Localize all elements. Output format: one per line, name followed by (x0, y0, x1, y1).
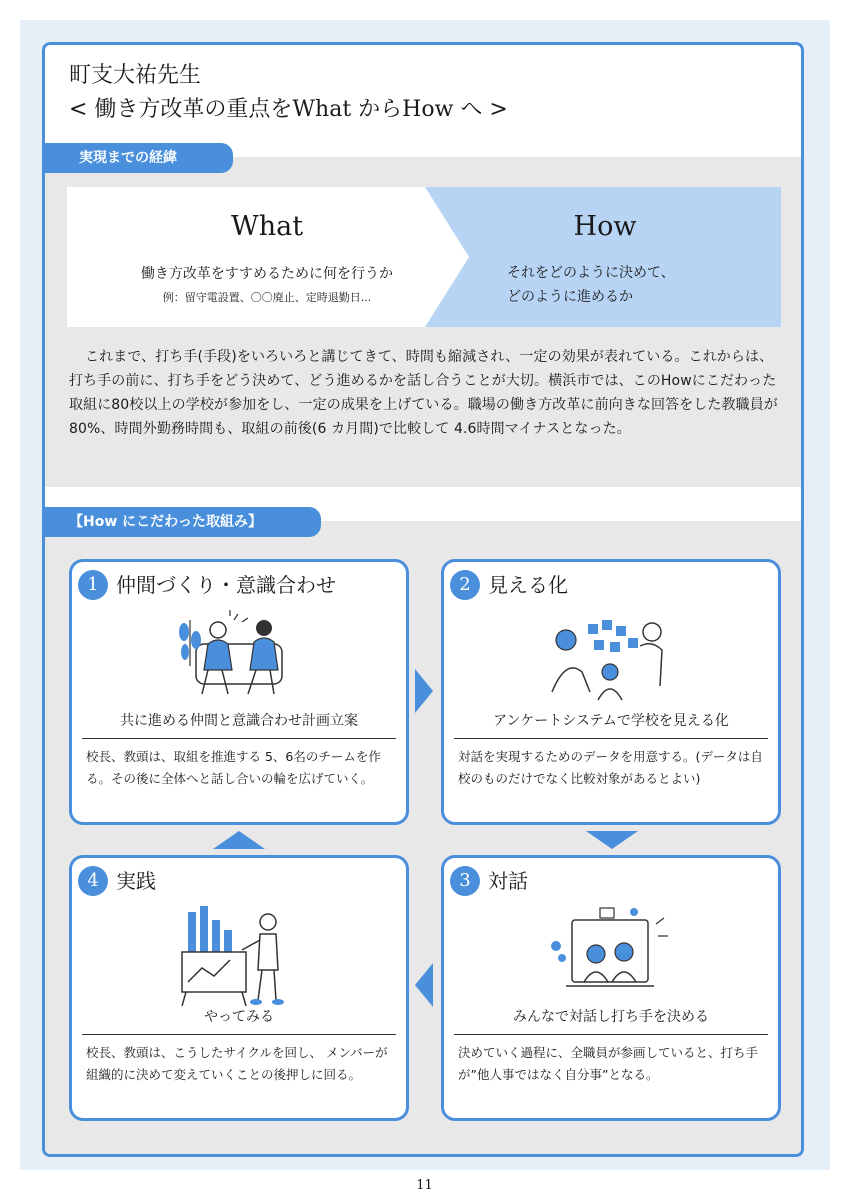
what-description: 働き方改革をすすめるために何を行うか (140, 266, 394, 282)
step-card-3 (441, 855, 781, 1121)
step-number-badge: 4 (78, 866, 108, 896)
arrow-down-icon (586, 831, 638, 849)
page-number: 11 (416, 1178, 433, 1193)
arrow-left-icon (415, 963, 433, 1007)
title-name: 町支大祐先生 (69, 63, 202, 88)
step-subtitle: アンケートシステムで学校を見える化 (493, 713, 729, 729)
step-title: 実践 (116, 869, 156, 893)
how-efforts-section-tab: 【How にこだわった取組み】 (45, 507, 321, 537)
step-subtitle: やってみる (204, 1009, 274, 1025)
step-title: 仲間づくり・意識合わせ (116, 573, 336, 597)
step-body: 校長、教頭は、こうしたサイクルを回し、 メンバーが組織的に決めて変えていくことの後押しに回る。 (86, 1045, 388, 1082)
title-subtitle: < 働き方改革の重点をWhat からHow へ > (69, 97, 508, 122)
divider (82, 738, 396, 739)
step-body: 決めていく過程に、全職員が参画していると、打ち手が”他人事ではなく自分事”となる。 (458, 1045, 759, 1082)
arrow-right-icon (415, 669, 433, 713)
step-card-4 (69, 855, 409, 1121)
history-paragraph: これまで、打ち手(手段)をいろいろと講じてきて、時間も縮減され、一定の効果が表れている。これからは、 打ち手の前に、打ち手をどう決めて、どう進めるかを話し合うことが大切。横浜市では、このHowにこだわった取組に80校以上の学校が参加をし、一定の成果を上げている。職場の働き方改革に前向きな回答をした教職員が 80%、時間外勤務時間も、取組の前後(6 カ月間)で比較して 4.6時間マイナスとなった。 (69, 349, 778, 437)
how-description-line2: どのように進めるか (507, 289, 633, 305)
step-subtitle: 共に進める仲間と意識合わせ計画立案 (120, 713, 358, 729)
step-number-badge: 2 (450, 570, 480, 600)
online-dialogue-illustration (544, 906, 674, 998)
step-card-1 (69, 559, 409, 825)
step-subtitle: みんなで対話し打ち手を決める (513, 1009, 709, 1025)
step-title: 見える化 (488, 573, 568, 597)
team-discussion-illustration (172, 610, 302, 702)
arrow-up-icon (213, 831, 265, 849)
history-section-tab: 実現までの経緯 (45, 143, 233, 173)
content-frame (42, 42, 804, 1157)
step-title: 対話 (488, 869, 528, 893)
presentation-chart-illustration (172, 906, 302, 1006)
step-number-badge: 1 (78, 570, 108, 600)
how-description (507, 261, 747, 309)
what-example: 例：留守電設置、〇〇廃止、定時退勤日... (162, 291, 372, 304)
divider (454, 738, 768, 739)
sticky-notes-illustration (544, 610, 674, 702)
page-title (69, 59, 508, 127)
divider (454, 1034, 768, 1035)
divider (82, 1034, 396, 1035)
step-card-2 (441, 559, 781, 825)
how-heading: How (573, 211, 637, 242)
step-body: 校長、教頭は、取組を推進する 5、6名のチームを作る。その後に全体へと話し合いの輪を広げていく。 (86, 749, 381, 786)
how-description-line1: それをどのように決めて、 (507, 265, 675, 281)
step-body: 対話を実現するためのデータを用意する。(データは自校のものだけでなく比較対象があるとよい) (458, 749, 763, 786)
step-number-badge: 3 (450, 866, 480, 896)
what-heading: What (230, 211, 304, 242)
